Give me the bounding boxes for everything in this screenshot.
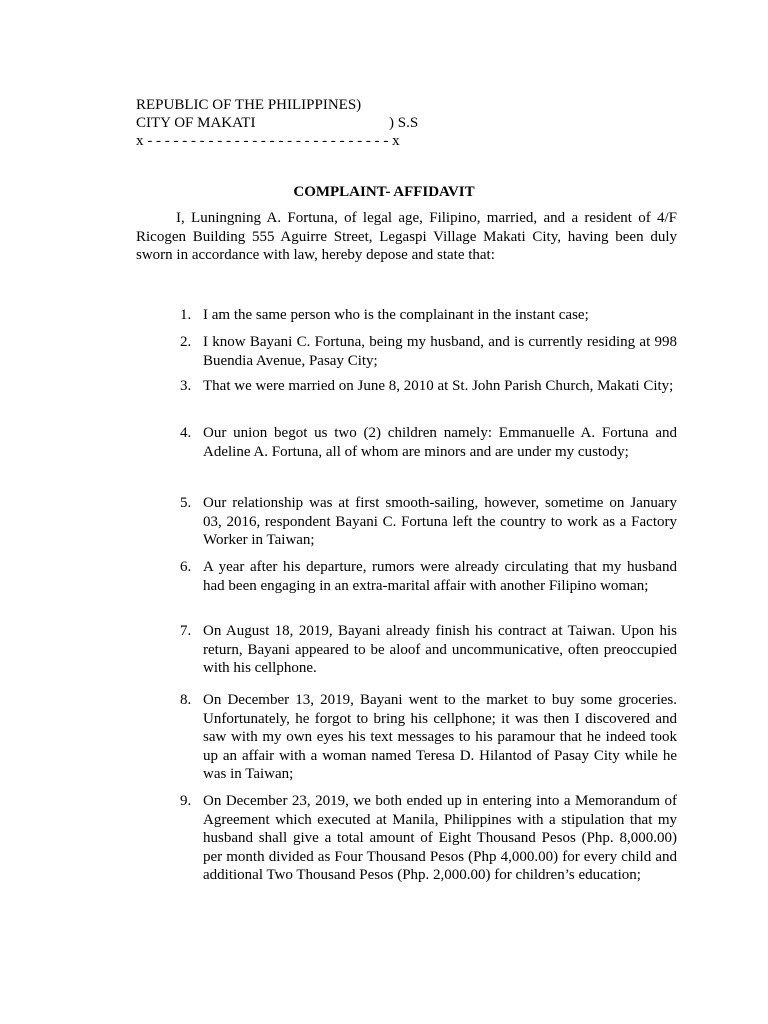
list-item	[180, 494, 677, 550]
list-item-number: 6.	[180, 559, 192, 575]
list-item	[180, 377, 677, 396]
document-title: COMPLAINT- AFFIDAVIT	[293, 184, 475, 200]
list-item-number: 3.	[180, 378, 192, 394]
list-item	[180, 792, 677, 885]
list-item	[180, 333, 677, 370]
list-item-number: 5.	[180, 495, 192, 511]
list-item-text: I know Bayani C. Fortuna, being my husband, and is currently residing at 998 Buendia Avenue, Pasay City;	[203, 334, 677, 369]
header-republic: REPUBLIC OF THE PHILIPPINES)	[136, 97, 362, 113]
header-divider: x - - - - - - - - - - - - - - - - - - - - - - - - - - - - x	[136, 133, 400, 149]
intro-paragraph: I, Luningning A. Fortuna, of legal age, Filipino, married, and a resident of 4/F Ricogen Building 555 Aguirre Street, Legaspi Village Makati City, having been duly sworn in accordance with law, hereby depose and state that:	[136, 210, 677, 264]
list-item-text: On December 23, 2019, we both ended up in entering into a Memorandum of Agreement which executed at Manila, Philippines with a stipulation that my husband shall give a total amount of Eight Thousand Pesos (Php. 8,000.00) per month divided as Four Thousand Pesos (Php 4,000.00) for every child and additional Two Thousand Pesos (Php. 2,000.00) for children’s education;	[203, 793, 677, 884]
list-item-text: On August 18, 2019, Bayani already finish his contract at Taiwan. Upon his return, Bayani appeared to be aloof and uncommunicative, often preoccupied with his cellphone.	[203, 623, 677, 677]
list-item-text: That we were married on June 8, 2010 at St. John Parish Church, Makati City;	[203, 378, 674, 394]
list-item	[180, 424, 677, 461]
list-item-number: 9.	[180, 793, 192, 809]
list-item-number: 7.	[180, 623, 192, 639]
list-item	[180, 691, 677, 784]
list-item-text: I am the same person who is the complainant in the instant case;	[203, 307, 589, 323]
list-item-number: 4.	[180, 425, 192, 441]
list-item	[180, 622, 677, 678]
list-item-text: A year after his departure, rumors were already circulating that my husband had been engaging in an extra-marital affair with another Filipino woman;	[203, 559, 677, 594]
header-city: CITY OF MAKATI	[136, 115, 256, 131]
list-item	[180, 558, 677, 595]
list-item-number: 8.	[180, 692, 192, 708]
list-item-number: 2.	[180, 334, 192, 350]
list-item-text: On December 13, 2019, Bayani went to the market to buy some groceries. Unfortunately, he forgot to bring his cellphone; it was then I discovered and saw with my own eyes his text messages to his paramour that he indeed took up an affair with a woman named Teresa D. Hilantod of Pasay City while he was in Taiwan;	[203, 692, 677, 783]
list-item-number: 1.	[180, 307, 192, 323]
list-item	[180, 306, 677, 325]
header-ss: ) S.S	[389, 115, 419, 131]
list-item-text: Our union begot us two (2) children namely: Emmanuelle A. Fortuna and Adeline A. Fortuna, all of whom are minors and are under my custody;	[203, 425, 677, 460]
list-item-text: Our relationship was at first smooth-sailing, however, sometime on January 03, 2016, respondent Bayani C. Fortuna left the country to work as a Factory Worker in Taiwan;	[203, 495, 677, 549]
